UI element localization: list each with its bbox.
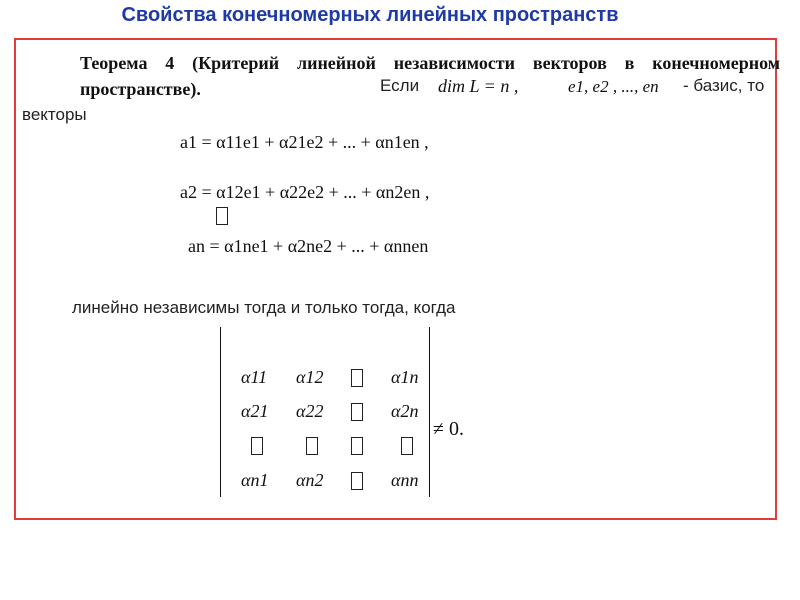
vertical-ellipsis-glyph bbox=[216, 207, 228, 225]
horizontal-ellipsis-glyph bbox=[351, 369, 363, 387]
not-equal-zero: ≠ 0. bbox=[433, 418, 464, 440]
basis-suffix: - базис, то bbox=[683, 76, 765, 95]
dim-expression: dim L = n , bbox=[438, 76, 519, 96]
slide-title: Свойства конечномерных линейных пространств bbox=[121, 4, 619, 26]
vertical-ellipsis-glyph bbox=[401, 437, 413, 455]
if-text: Если bbox=[380, 76, 420, 95]
equation-a2: a2 = α12e1 + α22e2 + ... + αn2en , bbox=[180, 182, 430, 202]
matrix-cell: α1n bbox=[391, 367, 419, 387]
matrix-cell: αn1 bbox=[241, 470, 269, 490]
theorem-heading: Теорема 4 (Критерий линейной независимости векторов в конечномерном пространстве). bbox=[80, 53, 780, 99]
equation-an: an = α1ne1 + α2ne2 + ... + αnnen bbox=[188, 236, 429, 256]
matrix-cell: αnn bbox=[391, 470, 419, 490]
vectors-word: векторы bbox=[22, 105, 87, 124]
basis-list: e1, e2 , ..., en bbox=[568, 77, 659, 96]
matrix-cell: α11 bbox=[241, 367, 268, 387]
condition-text: линейно независимы тогда и только тогда, когда bbox=[72, 298, 456, 317]
matrix-cell: α21 bbox=[241, 401, 269, 421]
matrix-cell: αn2 bbox=[296, 470, 324, 490]
vertical-ellipsis-glyph bbox=[306, 437, 318, 455]
determinant bbox=[220, 327, 430, 497]
diagonal-ellipsis-glyph bbox=[351, 437, 363, 455]
matrix-cell: α2n bbox=[391, 401, 419, 421]
matrix-cell: α12 bbox=[296, 367, 324, 387]
equation-a1: a1 = α11e1 + α21e2 + ... + αn1en , bbox=[180, 132, 429, 152]
matrix-cell: α22 bbox=[296, 401, 324, 421]
horizontal-ellipsis-glyph bbox=[351, 472, 363, 490]
horizontal-ellipsis-glyph bbox=[351, 403, 363, 421]
vertical-ellipsis-glyph bbox=[251, 437, 263, 455]
theorem-heading-line1 bbox=[80, 50, 780, 102]
